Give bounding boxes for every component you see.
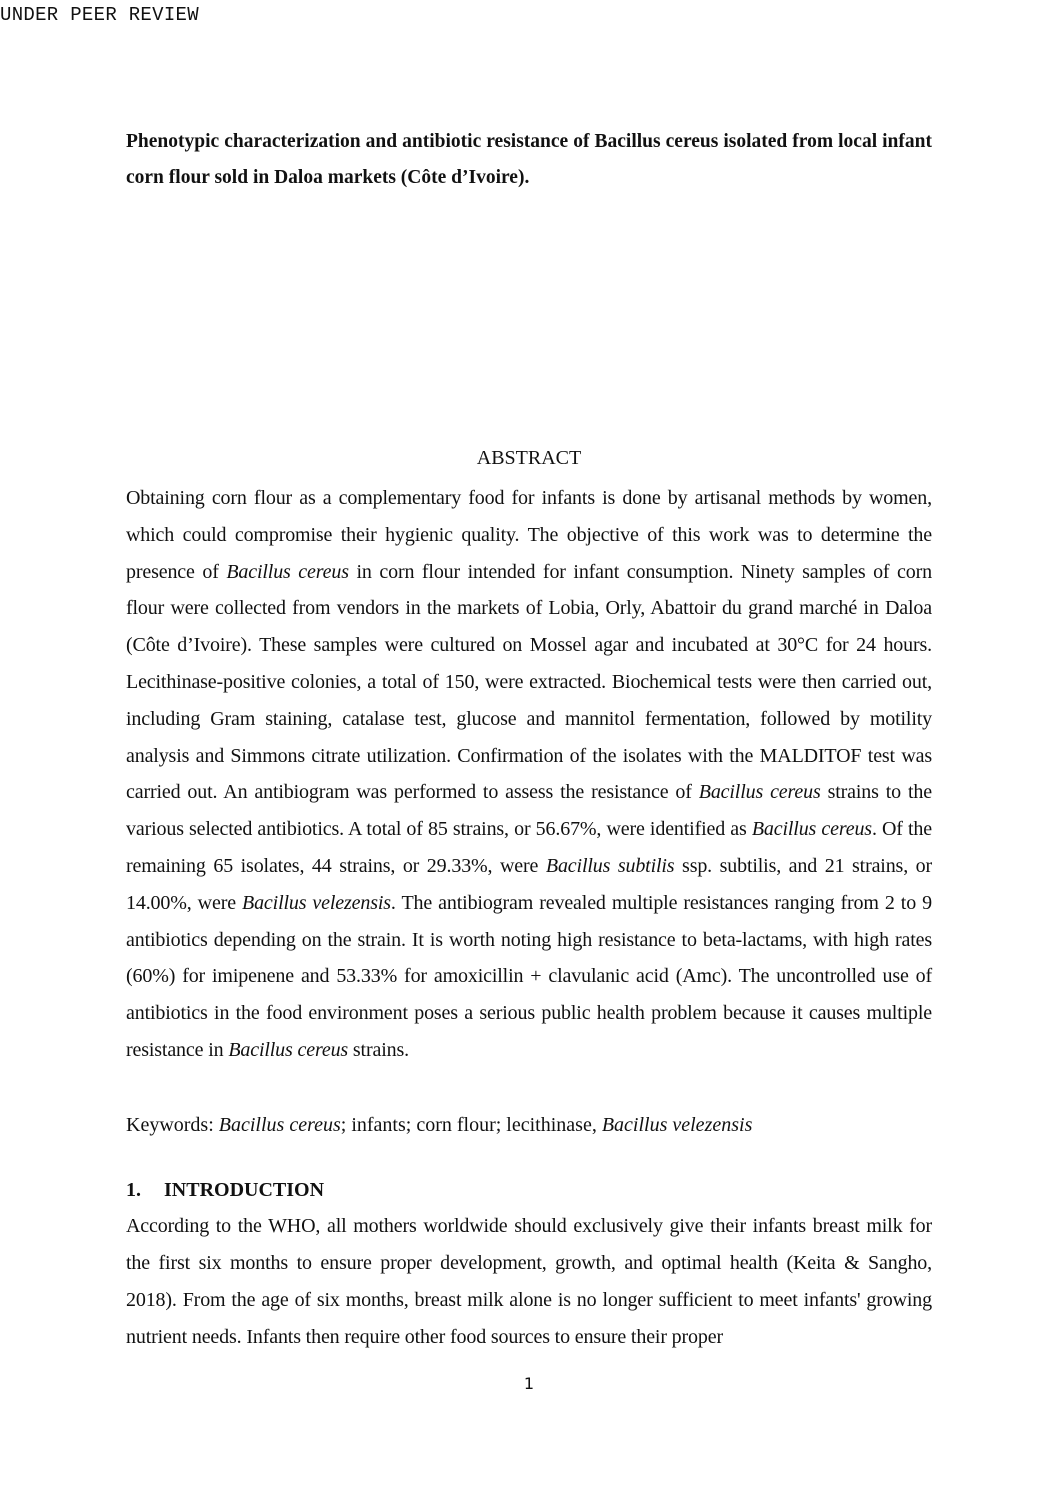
species-name: Bacillus cereus (698, 781, 821, 804)
keywords-line (126, 1107, 932, 1143)
abstract-body (126, 480, 932, 1069)
keyword: ; infants; corn flour; lecithinase, (340, 1114, 602, 1136)
abstract-text: . Of the remaining 65 isolates, 44 strains, or 29.33%, were (126, 818, 932, 877)
species-name: Bacillus cereus (228, 1038, 349, 1061)
keyword: Bacillus velezensis (601, 1114, 753, 1136)
species-name: Bacillus cereus (226, 560, 349, 583)
abstract-text: Obtaining corn flour as a complementary food for infants is done by artisanal methods by women, which could compromise their hygienic quality. The objective of this work was to determine the presence of (126, 487, 932, 583)
section-heading-introduction (126, 1172, 324, 1208)
under-peer-review-watermark: UNDER PEER REVIEW (0, 4, 199, 26)
abstract-text: in corn flour intended for infant consumption. Ninety samples of corn flour were collected from vendors in the markets of Lobia, Orly, Abattoir du grand marché in Daloa (Côte d’Ivoire). These samples were cultured on Mossel agar and incubated at 30°C for 24 hours. Lecithinase-positive colonies, a total of 150, were extracted. Biochemical tests were then carried out, including Gram staining, catalase test, glucose and mannitol fermentation, followed by motility analysis and Simmons citrate utilization. Confirmation of the isolates with the MALDITOF test was carried out. An antibiogram was performed to assess the resistance of (126, 560, 932, 804)
keyword: Bacillus cereus (218, 1114, 341, 1136)
page-number: 1 (523, 1374, 535, 1393)
paper-title: Phenotypic characterization and antibiotic resistance of Bacillus cereus isolated from local infant corn flour sold in Daloa markets (Côte d’Ivoire). (126, 131, 932, 188)
abstract-text: ssp. subtilis, and 21 strains, or 14.00%, were (126, 854, 933, 914)
introduction-paragraph: According to the WHO, all mothers worldwide should exclusively give their infants breast milk for the first six months to ensure proper development, growth, and optimal health (Keita & Sangho, 2018). From the age of six months, breast milk alone is no longer sufficient to meet infants' growing nutrient needs. Infants then require other food sources to ensure their proper (126, 1215, 932, 1348)
introduction-body (126, 1208, 932, 1356)
abstract-text: . The antibiogram revealed multiple resistances ranging from 2 to 9 antibiotics depending on the strain. It is worth noting high resistance to beta-lactams, with high rates (60%) for imipenene and 53.33% for amoxicillin + clavulanic acid (Amc). The uncontrolled use of antibiotics in the food environment poses a serious public health problem because it causes multiple resistance in (126, 891, 932, 1061)
section-title: INTRODUCTION (164, 1179, 325, 1201)
abstract-text: strains. (348, 1038, 409, 1061)
section-number: 1. (126, 1179, 141, 1201)
species-name: Bacillus velezensis (242, 891, 391, 914)
abstract-heading: ABSTRACT (476, 447, 582, 469)
keywords-label: Keywords: (126, 1114, 219, 1136)
species-name: Bacillus cereus (751, 818, 872, 841)
abstract-text: strains to the various selected antibiotics. A total of 85 strains, or 56.67%, were identified as (126, 781, 932, 841)
species-name: Bacillus subtilis (545, 854, 675, 877)
abstract-paragraph (126, 480, 932, 1069)
